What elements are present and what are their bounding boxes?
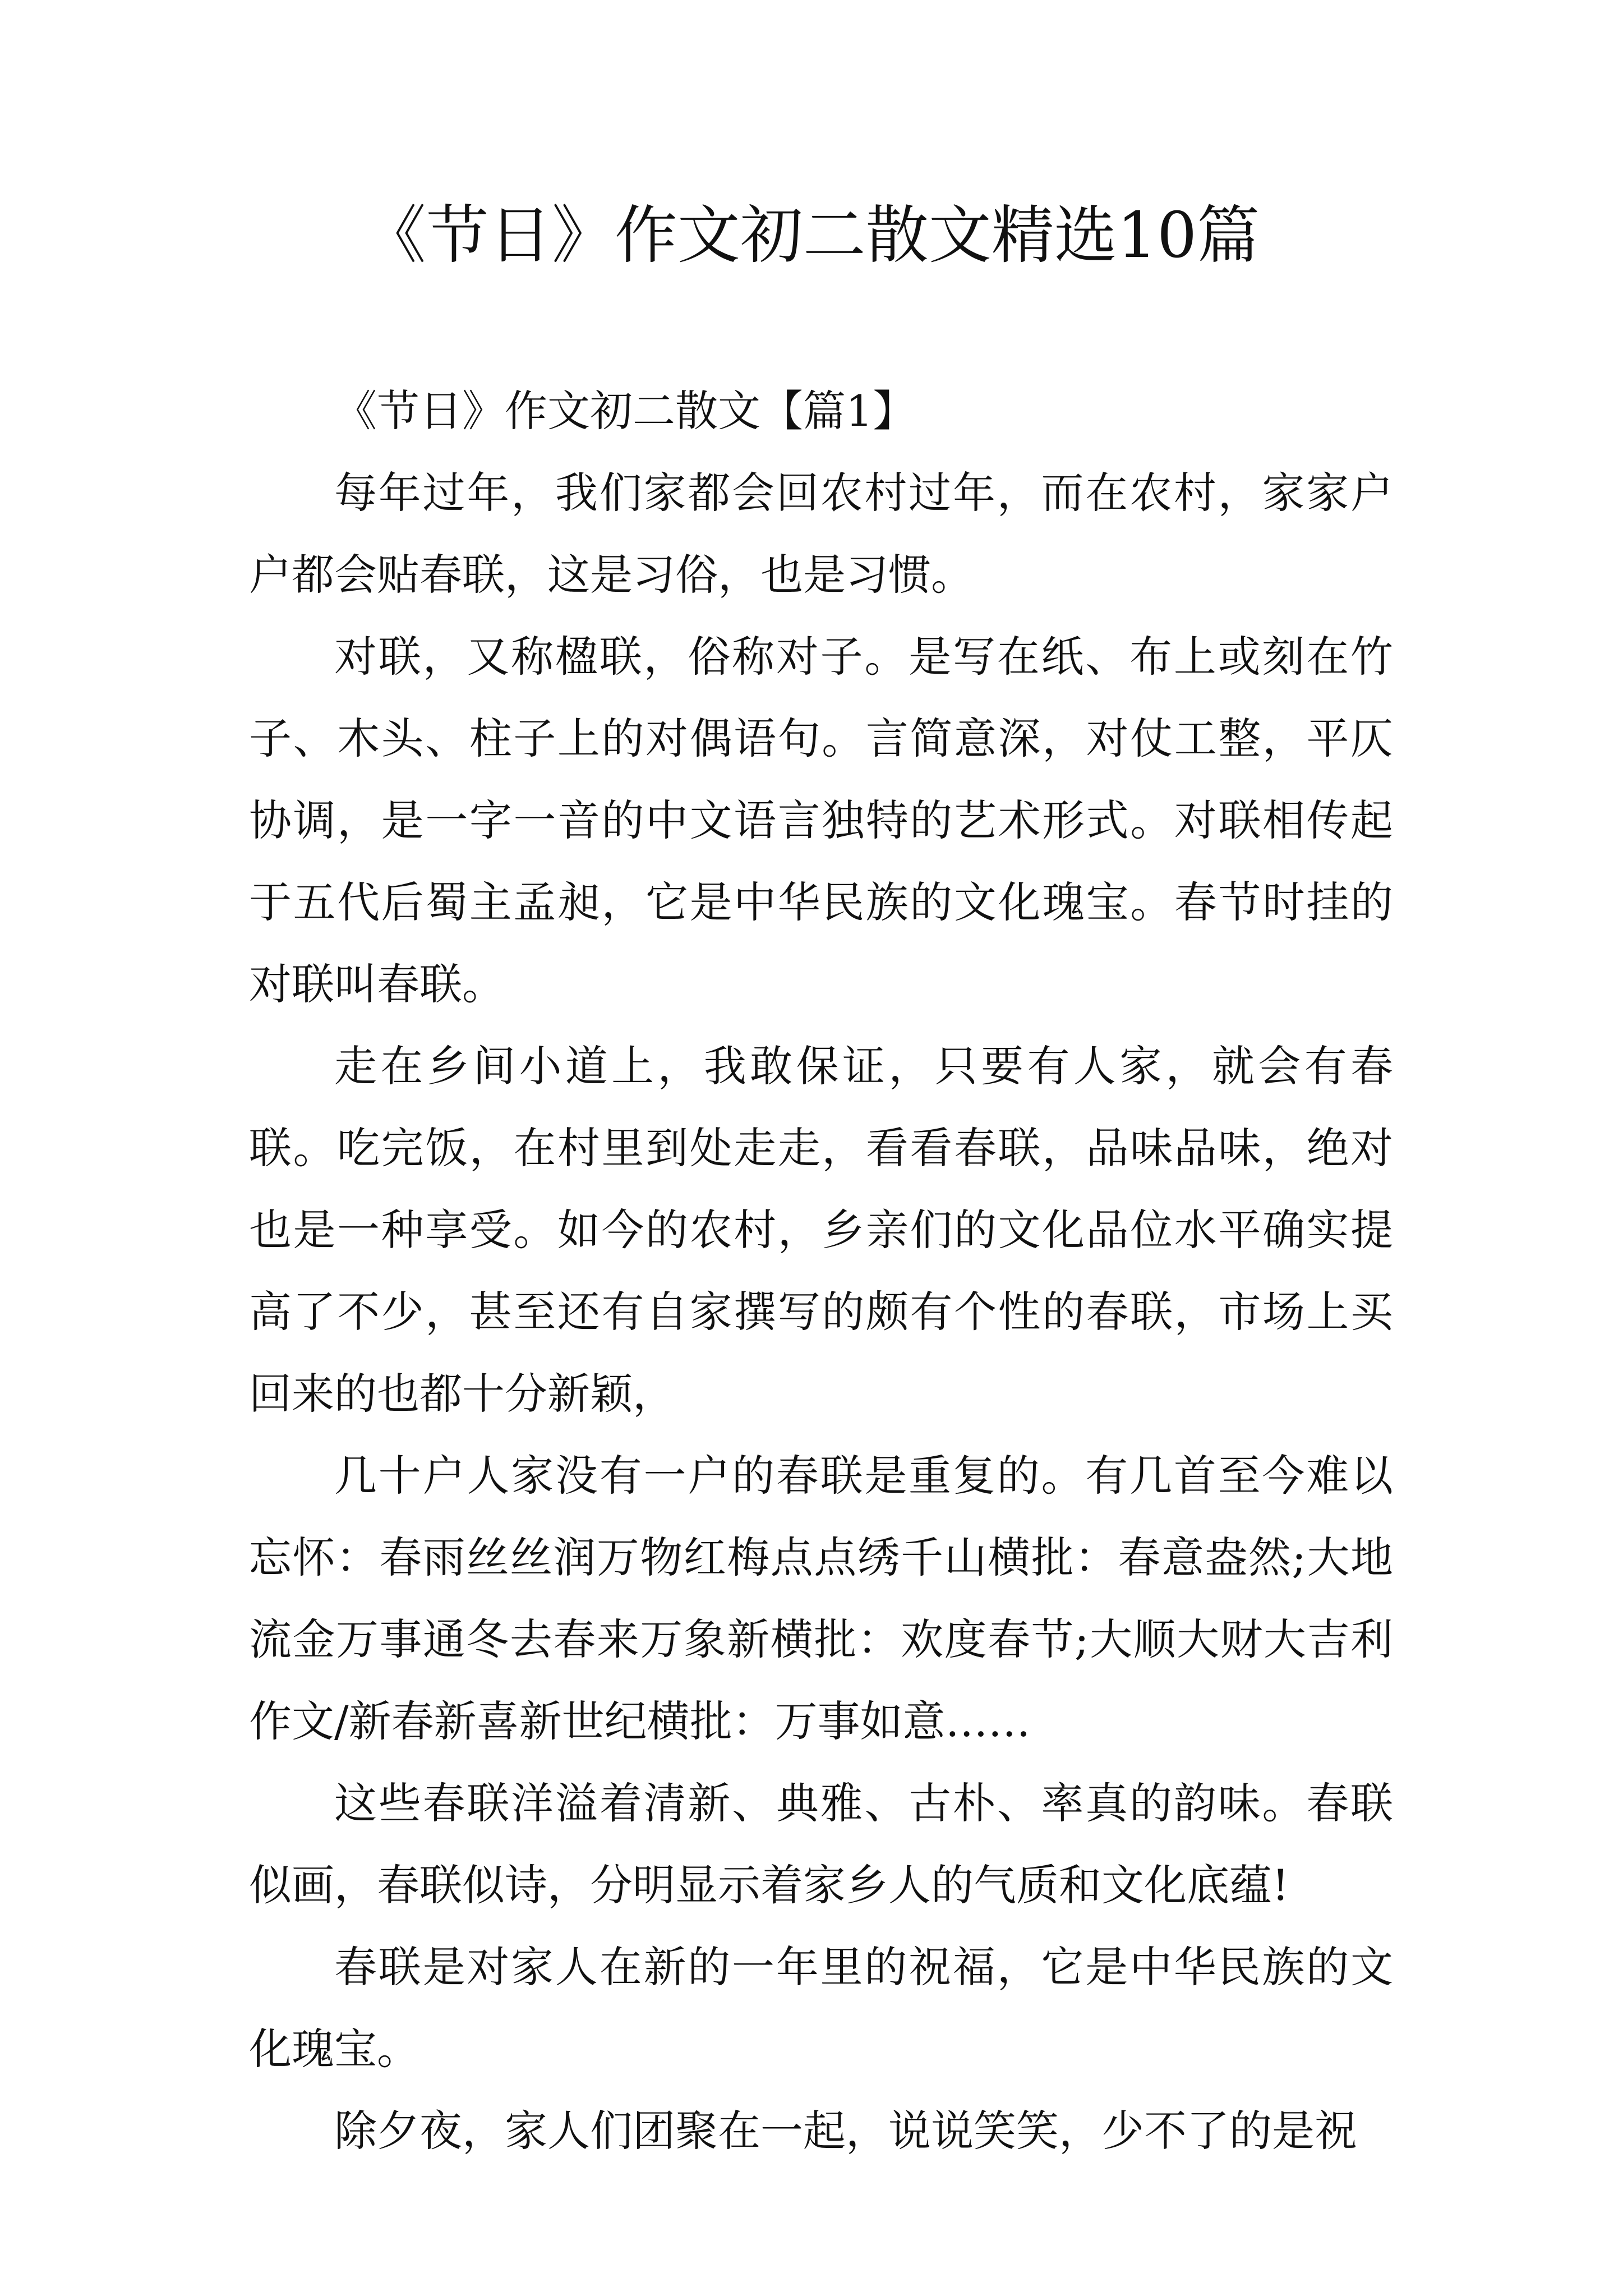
paragraph: 几十户人家没有一户的春联是重复的。有几首至今难以忘怀：春雨丝丝润万物红梅点点绣千山横批：春意盎然;大地流金万事通冬去春来万象新横批：欢度春节;大顺大财大吉利作文/新春新喜新世纪横批：万事如意…… [249, 1451, 1393, 1746]
section-heading: 《节日》作文初二散文【篇1】 [334, 386, 916, 436]
document-body [249, 370, 1393, 2172]
paragraph: 除夕夜，家人们团聚在一起，说说笑笑，少不了的是祝 [334, 2106, 1357, 2156]
paragraph: 对联，又称楹联，俗称对子。是写在纸、布上或刻在竹子、木头、柱子上的对偶语句。言简意深，对仗工整，平仄协调，是一字一音的中文语言独特的艺术形式。对联相传起于五代后蜀主孟昶，它是中华民族的文化瑰宝。春节时挂的对联叫春联。 [249, 632, 1393, 1009]
paragraph: 春联是对家人在新的一年里的祝福，它是中华民族的文化瑰宝。 [249, 1942, 1393, 2074]
paragraph: 这些春联洋溢着清新、典雅、古朴、率真的韵味。春联似画，春联似诗，分明显示着家乡人的气质和文化底蕴! [249, 1778, 1393, 1910]
paragraph: 每年过年，我们家都会回农村过年，而在农村，家家户户都会贴春联，这是习俗，也是习惯。 [249, 468, 1393, 600]
document-title: 《节日》作文初二散文精选10篇 [363, 199, 1260, 272]
paragraph: 走在乡间小道上，我敢保证，只要有人家，就会有春联。吃完饭，在村里到处走走，看看春联，品味品味，绝对也是一种享受。如今的农村，乡亲们的文化品位水平确实提高了不少，甚至还有自家撰写的颇有个性的春联，市场上买回来的也都十分新颖， [249, 1041, 1393, 1419]
